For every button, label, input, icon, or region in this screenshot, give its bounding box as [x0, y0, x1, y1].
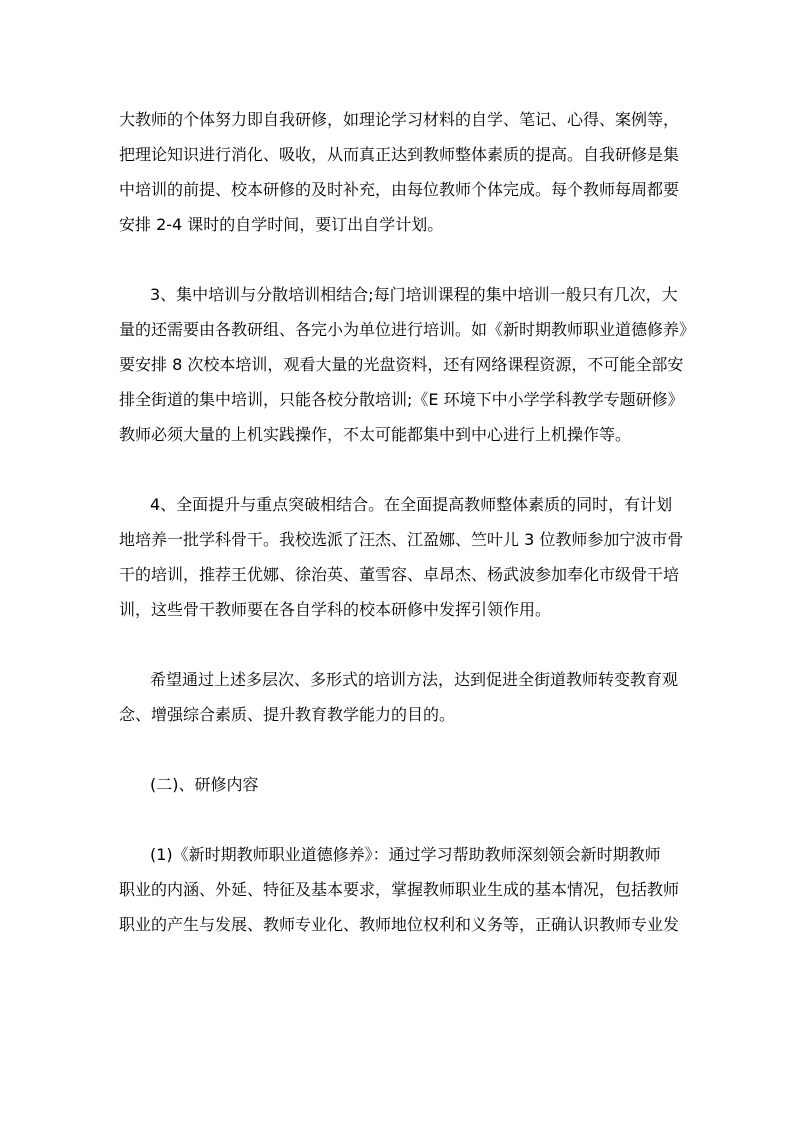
paragraph-line: 3、集中培训与分散培训相结合;每门培训课程的集中培训一般只有几次，大	[150, 285, 678, 304]
paragraph-content-1	[119, 837, 685, 942]
paragraph-gap	[119, 732, 685, 767]
paragraph-hope	[119, 662, 685, 732]
paragraph-point-3	[119, 277, 696, 452]
paragraph-line: 大教师的个体努力即自我研修，如理论学习材料的自学、笔记、心得、案例等，	[119, 110, 680, 129]
paragraph-self-study	[119, 102, 685, 242]
paragraph-line: 要安排 8 次校本培训，观看大量的光盘资料，还有网络课程资源，不可能全部安	[119, 355, 684, 374]
paragraph-line: 把理论知识进行消化、吸收，从而真正达到教师整体素质的提高。自我研修是集	[119, 145, 680, 164]
paragraph-line: (1)《新时期教师职业道德修养》：通过学习帮助教师深刻领会新时期教师	[150, 845, 661, 864]
paragraph-line: 职业的内涵、外延、特征及基本要求，掌握教师职业生成的基本情况，包括教师	[119, 880, 680, 899]
document-body	[119, 102, 696, 942]
section-heading: (二)、研修内容	[150, 775, 259, 794]
paragraph-line: 4、全面提升与重点突破相结合。在全面提高教师整体素质的同时，有计划	[150, 495, 673, 514]
paragraph-line: 地培养一批学科骨干。我校选派了汪杰、江盈娜、竺叶儿 3 位教师参加宁波市骨	[119, 530, 684, 549]
paragraph-line: 希望通过上述多层次、多形式的培训方法，达到促进全街道教师转变教育观	[150, 670, 679, 689]
paragraph-line: 安排 2-4 课时的自学时间，要订出自学计划。	[119, 215, 444, 234]
paragraph-line: 职业的产生与发展、教师专业化、教师地位权利和义务等，正确认识教师专业发	[119, 915, 680, 934]
paragraph-line: 中培训的前提、校本研修的及时补充，由每位教师个体完成。每个教师每周都要	[119, 180, 680, 199]
section-heading-research-content	[119, 767, 685, 802]
paragraph-gap	[119, 242, 685, 277]
paragraph-line: 念、增强综合素质、提升教育教学能力的目的。	[119, 705, 456, 724]
paragraph-line: 量的还需要由各教研组、各完小为单位进行培训。如《新时期教师职业道德修养》	[119, 320, 696, 339]
paragraph-gap	[119, 452, 685, 487]
paragraph-line: 排全街道的集中培训，只能各校分散培训;《E 环境下中小学学科教学专题研修》	[119, 390, 684, 409]
paragraph-gap	[119, 802, 685, 837]
paragraph-line: 训，这些骨干教师要在各自学科的校本研修中发挥引领作用。	[119, 600, 552, 619]
paragraph-gap	[119, 627, 685, 662]
paragraph-line: 教师必须大量的上机实践操作，不太可能都集中到中心进行上机操作等。	[119, 425, 632, 444]
paragraph-line: 干的培训，推荐王优娜、徐治英、董雪容、卓昂杰、杨武波参加奉化市级骨干培	[119, 565, 680, 584]
paragraph-point-4	[119, 487, 685, 627]
